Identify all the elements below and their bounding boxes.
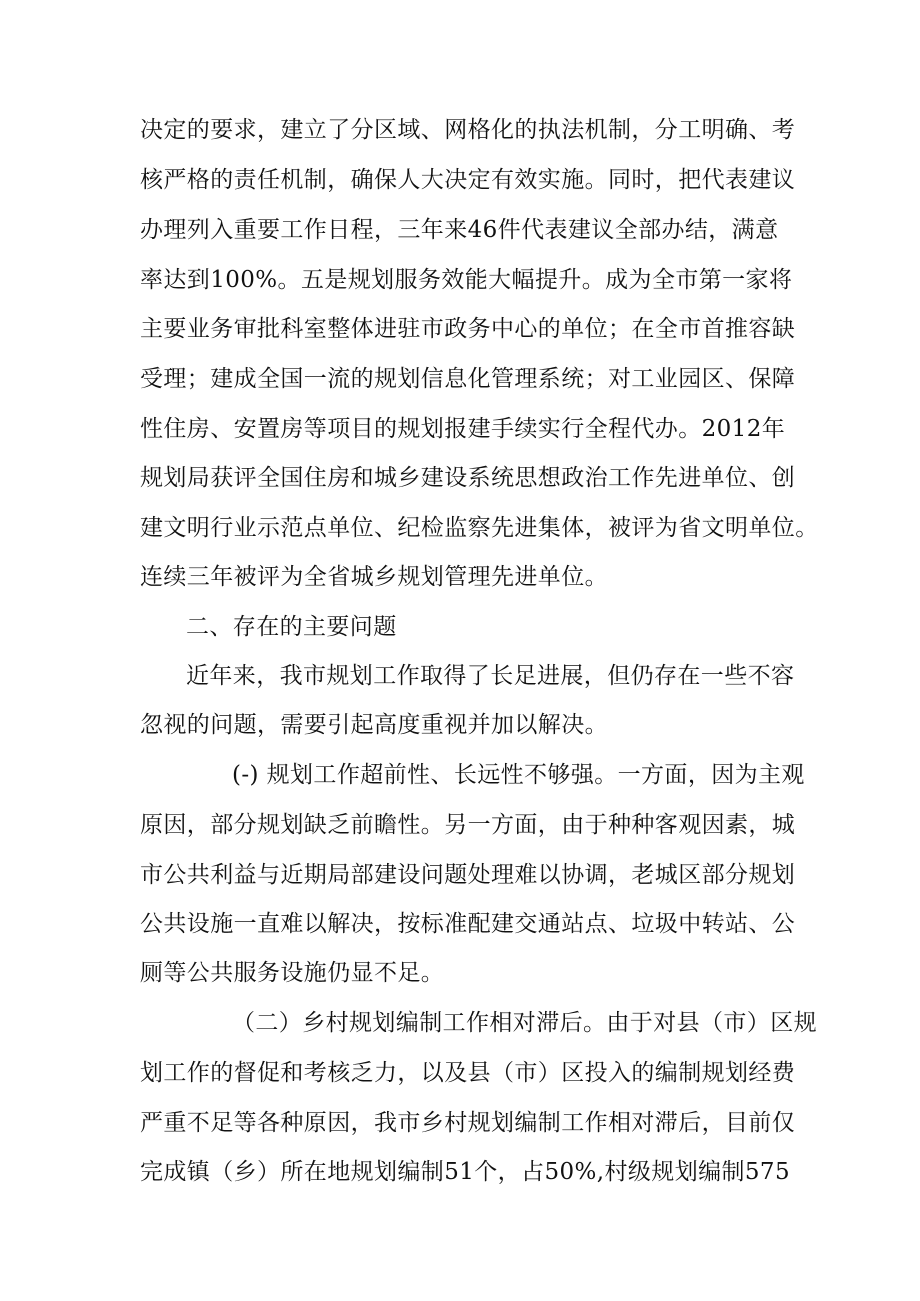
body-text-line: 完成镇（乡）所在地规划编制51个，占50%,村级规划编制575 [140, 1159, 790, 1185]
body-text-line: 规划局获评全国住房和城乡建设系统思想政治工作先进单位、创 [140, 465, 796, 491]
body-text-line: 受理；建成全国一流的规划信息化管理系统；对工业园区、保障 [140, 366, 796, 392]
body-text-line: 严重不足等各种原因，我市乡村规划编制工作相对滞后，目前仅 [140, 1110, 796, 1136]
body-text-line: 主要业务审批科室整体进驻市政务中心的单位；在全市首推容缺 [140, 316, 796, 342]
body-text-line: 建文明行业示范点单位、纪检监察先进集体，被评为省文明单位。 [140, 515, 819, 541]
body-text-line: 市公共利益与近期局部建设问题处理难以协调，老城区部分规划 [140, 862, 796, 888]
body-text-line: 近年来，我市规划工作取得了长足进展，但仍存在一些不容 [186, 663, 795, 689]
body-text-line: 核严格的责任机制，确保人大决定有效实施。同时，把代表建议 [140, 167, 796, 193]
body-text-line: 率达到100%。五是规划服务效能大幅提升。成为全市第一家将 [140, 267, 793, 293]
body-text-line: 办理列入重要工作日程，三年来46件代表建议全部办结，满意 [140, 217, 779, 243]
body-text-line: 忽视的问题，需要引起高度重视并加以解决。 [140, 712, 608, 738]
subsection-first-line: (-) 规划工作超前性、长远性不够强。一方面，因为主观 [232, 762, 805, 788]
body-text-line: 原因，部分规划缺乏前瞻性。另一方面，由于种种客观因素，城 [140, 812, 796, 838]
body-text-line: 决定的要求，建立了分区域、网格化的执法机制，分工明确、考 [140, 117, 796, 143]
body-text-line: 连续三年被评为全省城乡规划管理先进单位。 [140, 564, 608, 590]
body-text-line: 划工作的督促和考核乏力，以及县（市）区投入的编制规划经费 [140, 1060, 796, 1086]
subsection-first-line: （二）乡村规划编制工作相对滞后。由于对县（市）区规 [232, 1010, 817, 1036]
body-text-line: 性住房、安置房等项目的规划报建手续实行全程代办。2012年 [140, 416, 786, 442]
section-heading: 二、存在的主要问题 [186, 614, 397, 640]
body-text-line: 厕等公共服务设施仍显不足。 [140, 960, 445, 986]
body-text-line: 公共设施一直难以解决，按标准配建交通站点、垃圾中转站、公 [140, 911, 796, 937]
